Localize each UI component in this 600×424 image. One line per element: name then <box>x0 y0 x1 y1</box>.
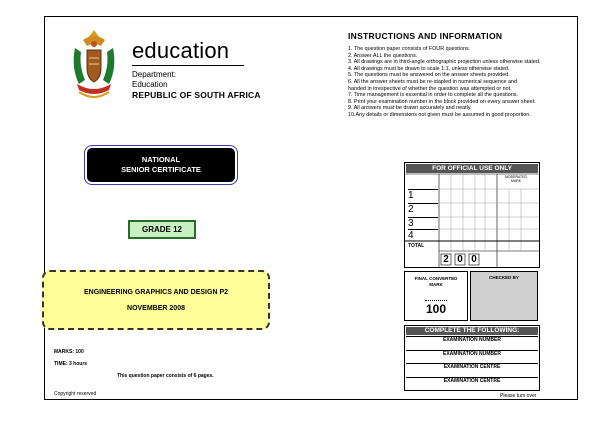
question-row-3: 3 <box>408 217 438 230</box>
instruction-item: 4. All drawings must be drawn to scale 1:1, unless otherwise stated. <box>348 65 510 72</box>
final-converted-mark-box <box>404 271 468 321</box>
exam-number-label: EXAMINATION NUMBER <box>406 336 538 349</box>
copyright-text: Copyright reserved <box>54 391 97 397</box>
certificate-line-1: NATIONAL <box>141 155 181 164</box>
department-unit: Education <box>132 80 168 89</box>
exam-centre-label: EXAMINATION CENTRE <box>406 363 538 376</box>
instruction-item: handed in irrespective of whether the question was attempted or not. <box>348 85 512 92</box>
certificate-line-2: SENIOR CERTIFICATE <box>121 165 201 174</box>
checked-by-box <box>470 271 538 321</box>
total-label: TOTAL <box>408 243 425 249</box>
moderated-mark-label <box>499 175 533 183</box>
moderated-label-line-2: MARK <box>510 179 522 183</box>
wordmark-underline <box>132 65 244 66</box>
official-use-title: FOR OFFICIAL USE ONLY <box>406 164 538 173</box>
exam-centre-label: EXAMINATION CENTRE <box>406 377 538 390</box>
final-mark-label-line-2: MARK <box>429 282 443 287</box>
exam-date: NOVEMBER 2008 <box>127 304 185 312</box>
official-use-table <box>404 162 540 268</box>
department-block <box>132 70 261 100</box>
complete-following-box <box>404 325 540 391</box>
instruction-item: 9. All answers must be drawn accurately and neatly. <box>348 105 472 112</box>
total-digit: 0 <box>457 254 463 265</box>
grade-badge: GRADE 12 <box>128 220 196 239</box>
instructions-title: INSTRUCTIONS AND INFORMATION <box>348 31 503 41</box>
instructions-list <box>348 46 568 119</box>
final-mark-label <box>405 276 467 288</box>
instruction-item: 6. All the answer sheets must be re-stapled in numerical sequence and <box>348 78 518 85</box>
pages-note: This question paper consists of 6 pages. <box>117 373 214 379</box>
final-mark-line <box>425 300 447 301</box>
marks-text: MARKS: 100 <box>54 349 84 355</box>
time-text: TIME: 3 hours <box>54 361 88 367</box>
instruction-item: 8. Print your examination number in the block provided on every answer sheet. <box>348 98 536 105</box>
question-row-4: 4 <box>408 229 438 242</box>
instruction-item: 7. Time management is essential in order to complete all the questions. <box>348 92 518 99</box>
exam-number-label: EXAMINATION NUMBER <box>406 350 538 363</box>
question-row-1: 1 <box>408 189 438 202</box>
subject-name: ENGINEERING GRAPHICS AND DESIGN P2 <box>83 288 229 296</box>
final-mark-label-line-1: FINAL CONVERTED <box>414 276 458 281</box>
instruction-item: 1. The question paper consists of FOUR questions. <box>348 46 471 52</box>
total-digit: 0 <box>471 254 477 265</box>
country-name: REPUBLIC OF SOUTH AFRICA <box>132 90 261 100</box>
turn-over-text: Please turn over <box>500 393 537 399</box>
instruction-item: 10.Any details or dimensions not given must be assumed in good proportion. <box>348 111 531 118</box>
certificate-banner <box>87 148 235 182</box>
total-digit: 2 <box>443 254 449 265</box>
subject-box <box>42 270 270 330</box>
coat-of-arms-icon <box>65 28 123 104</box>
instruction-item: 3. All drawings are in third-angle orthographic projection unless otherwise stated. <box>348 59 541 66</box>
moderated-label-line-1: MODERATED <box>504 175 528 179</box>
instruction-item: 5. The questions must be answered on the answer sheets provided. <box>348 72 510 79</box>
department-label: Department: <box>132 70 177 79</box>
complete-title: COMPLETE THE FOLLOWING: <box>406 327 538 335</box>
final-mark-value: 100 <box>425 302 447 316</box>
instruction-item: 2. Answer ALL the questions. <box>348 52 418 59</box>
checked-by-label: CHECKED BY <box>489 275 519 280</box>
question-row-2: 2 <box>408 203 438 216</box>
education-wordmark: education <box>132 38 230 63</box>
